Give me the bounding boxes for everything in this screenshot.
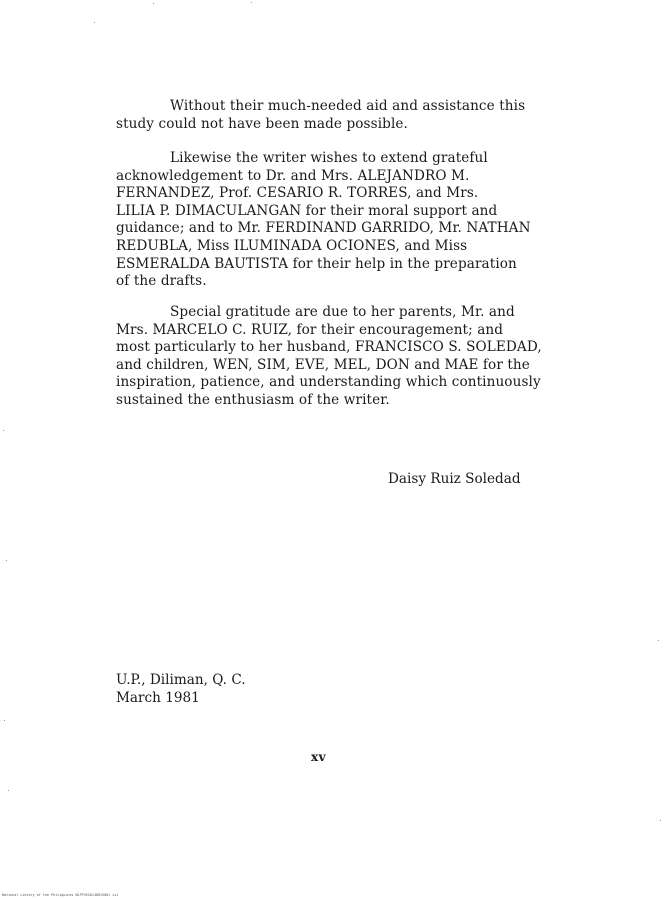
scan-speck [8,790,9,791]
paragraph-line: LILIA P. DIMACULANGAN for their moral support and [116,202,498,219]
paragraph-3 [116,304,542,410]
paragraph-line: guidance; and to Mr. FERDINAND GARRIDO, Mr. NATHAN [116,220,531,237]
paragraph-line: Mrs. MARCELO C. RUIZ, for their encouragement; and [116,321,504,338]
paragraph-line: sustained the enthusiasm of the writer. [116,391,390,408]
paragraph-line: study could not have been made possible. [116,115,408,132]
paragraph-line: ESMERALDA BAUTISTA for their help in the preparation [116,255,517,272]
paragraph-line: Without their much-needed aid and assistance this [170,98,526,114]
paragraph-line: inspiration, patience, and understanding which continuously [116,374,541,391]
archive-stamp: National Library of the Philippines NLPTHS20140815001 iii [2,893,119,897]
place-date-block [116,672,246,707]
scan-speck [4,720,5,721]
scan-speck [153,3,154,4]
paragraph-line: FERNANDEZ, Prof. CESARIO R. TORRES, and Mrs. [116,185,479,202]
scan-speck [251,2,252,3]
paragraph-2 [116,150,531,291]
scan-speck [3,430,4,431]
location-line: U.P., Diliman, Q. C. [116,672,246,688]
paragraph-line: most particularly to her husband, FRANCISCO S. SOLEDAD, [116,339,542,356]
scan-speck [658,640,659,641]
paragraph-line: and children, WEN, SIM, EVE, MEL, DON and MAE for the [116,356,530,373]
paragraph-1 [116,98,525,133]
scan-speck [660,820,661,821]
scan-speck [94,22,95,23]
page-number: xv [311,750,327,764]
paragraph-line: Likewise the writer wishes to extend grateful [170,150,488,166]
signature-name: Daisy Ruiz Soledad [388,471,521,487]
paragraph-line: Special gratitude are due to her parents, Mr. and [170,304,515,320]
date-line: March 1981 [116,689,200,706]
paragraph-line: REDUBLA, Miss ILUMINADA OCIONES, and Miss [116,237,468,254]
paragraph-line: acknowledgement to Dr. and Mrs. ALEJANDRO M. [116,167,470,184]
paragraph-line: of the drafts. [116,273,207,290]
scan-speck [6,560,7,561]
